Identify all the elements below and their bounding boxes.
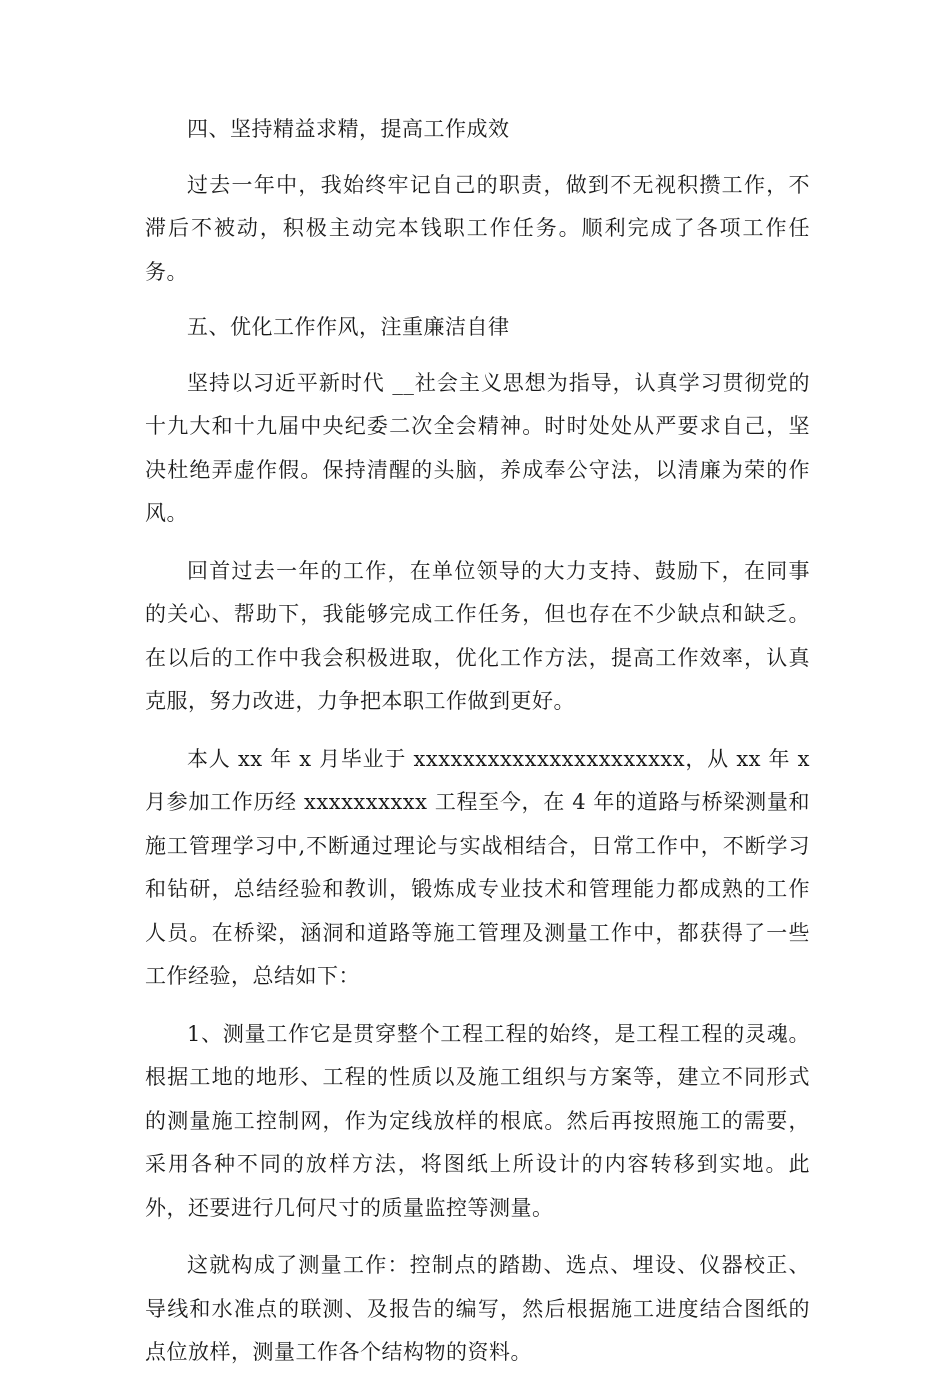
paragraph-survey-work: 这就构成了测量工作：控制点的踏勘、选点、埋设、仪器校正、导线和水准点的联测、及报告的编写，然后根据施工进度结合图纸的点位放样，测量工作各个结构物的资料。: [145, 1253, 810, 1364]
paragraph-review: 回首过去一年的工作，在单位领导的大力支持、鼓励下，在同事的关心、帮助下，我能够完成工作任务，但也存在不少缺点和缺乏。在以后的工作中我会积极进取，优化工作方法，提高工作效率，认真克服，努力改进，力争把本职工作做到更好。: [145, 558, 810, 713]
paragraph-integrity: 坚持以习近平新时代 __社会主义思想为指导，认真学习贯彻党的十九大和十九届中央纪委二次全会精神。时时处处从严要求自己，坚决杜绝弄虚作假。保持清醒的头脑，养成奉公守法，以清廉为荣的作风。: [145, 370, 810, 525]
paragraph-work-duties: 过去一年中，我始终牢记自己的职责，做到不无视积攒工作，不滞后不被动，积极主动完本钱职工作任务。顺利完成了各项工作任务。: [145, 172, 810, 284]
section-heading-4: 四、坚持精益求精，提高工作成效: [187, 117, 510, 141]
paragraph-experience: 本人 xx 年 x 月毕业于 xxxxxxxxxxxxxxxxxxxxxx，从 xx 年 x 月参加工作历经 xxxxxxxxxx 工程至今，在 4 年的道路与桥梁测量和施工管理学习中,不断通过理论与实战相结合，日常工作中，不断学习和钻研，总结经验和教训，锻炼成专业技术和管理能力都成熟的工作人员。在桥梁，涵洞和道路等施工管理及测量工作中，都获得了一些工作经验，总结如下：: [145, 746, 810, 988]
document-body: [145, 108, 810, 1375]
section-heading-5: 五、优化工作作风，注重廉洁自律: [187, 315, 510, 339]
paragraph-survey-point-1: 1、测量工作它是贯穿整个工程工程的始终，是工程工程的灵魂。根据工地的地形、工程的性质以及施工组织与方案等，建立不同形式的测量施工控制网，作为定线放样的根底。然后再按照施工的需要，采用各种不同的放样方法，将图纸上所设计的内容转移到实地。此外，还要进行几何尺寸的质量监控等测量。: [145, 1021, 810, 1220]
